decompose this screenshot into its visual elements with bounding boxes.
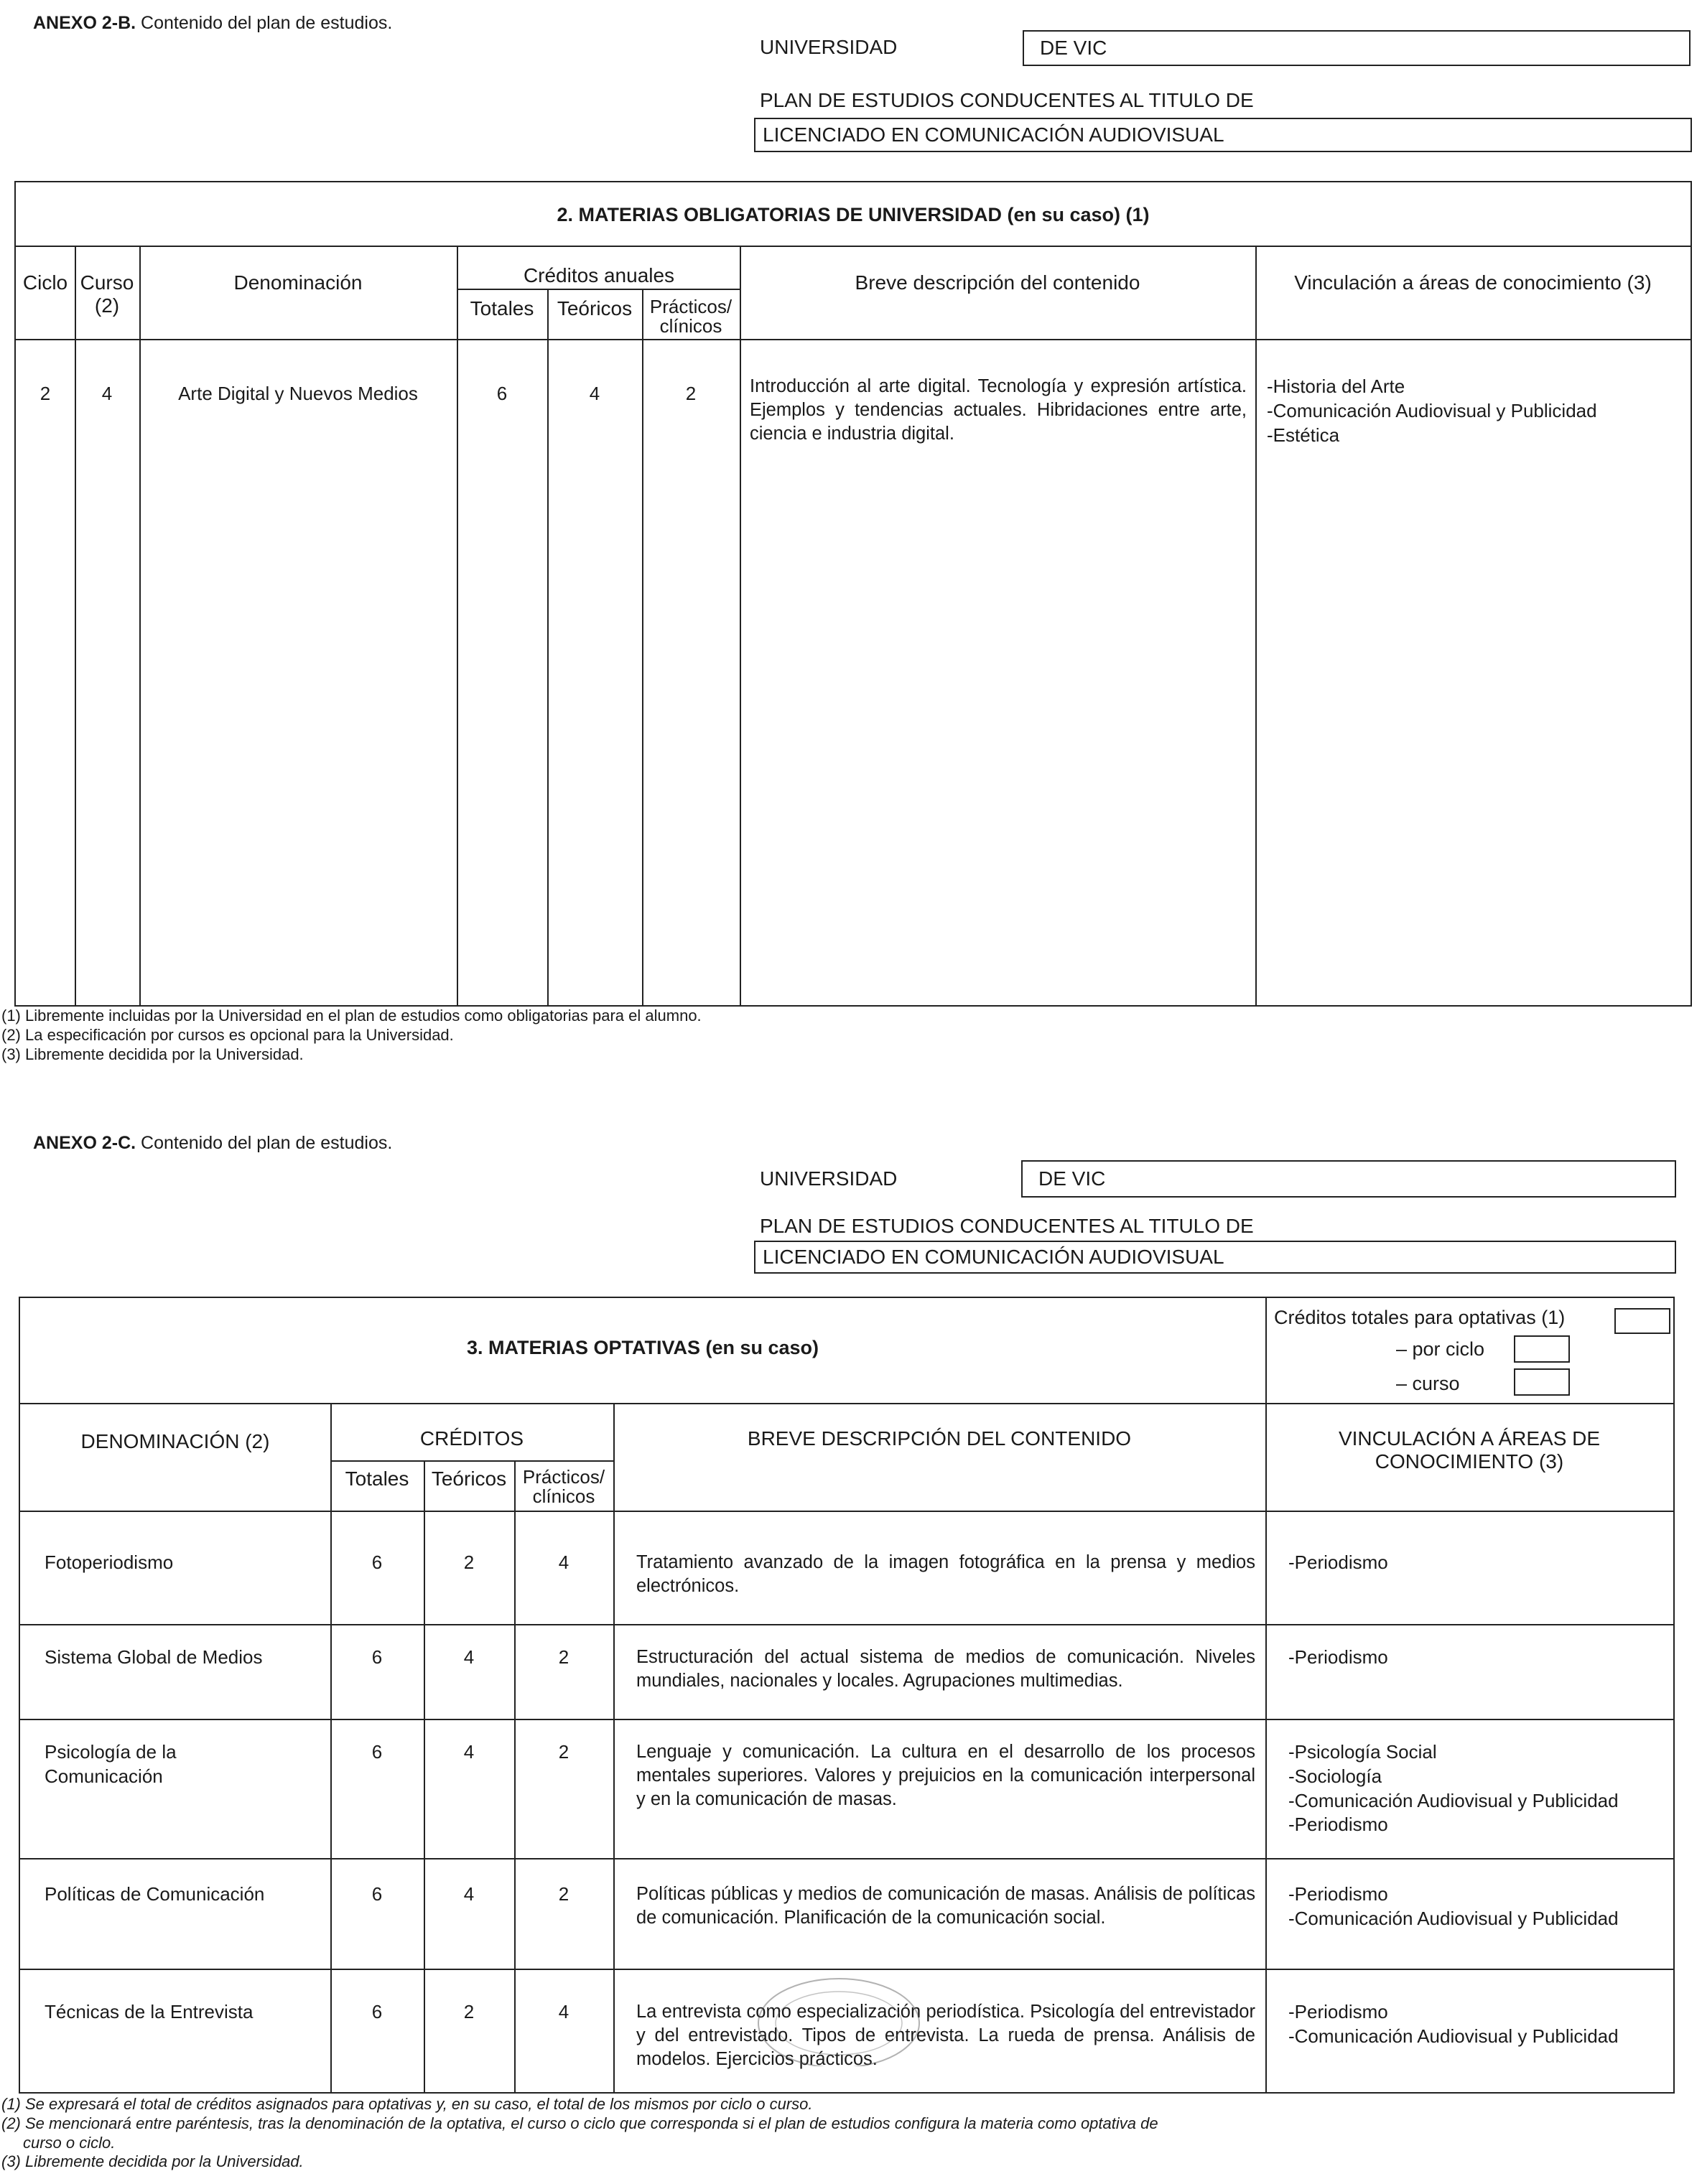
por-ciclo-label: – por ciclo (1396, 1338, 1485, 1360)
row-areas (1288, 1740, 1669, 1837)
table-title-c: 3. MATERIAS OPTATIVAS (en su caso) (466, 1337, 819, 1358)
row-teoricos: 2 (463, 1551, 475, 1573)
footnote: (1) Libremente incluidas por la Universidad en el plan de estudios como obligatorias para el alumno. (1, 1007, 702, 1025)
annex-c-heading (33, 1133, 392, 1154)
header-practicos-c (514, 1467, 613, 1507)
plan-label: PLAN DE ESTUDIOS CONDUCENTES AL TITULO DE (760, 89, 1254, 111)
totals-box (1614, 1308, 1670, 1334)
annex-b-notes (1, 1007, 702, 1064)
row-descripcion: Tratamiento avanzado de la imagen fotográfica en la prensa y medios electrónicos. (636, 1552, 1255, 1597)
row-denominacion: Arte Digital y Nuevos Medios (178, 383, 418, 404)
por-ciclo-box (1514, 1335, 1570, 1363)
row-totales: 6 (371, 2001, 383, 2022)
header-ciclo: Ciclo (22, 271, 68, 294)
header-creditos-c: CRÉDITOS (419, 1427, 524, 1450)
row-teoricos: 4 (463, 1646, 475, 1668)
header-practicos-text: Prácticos/ clínicos (649, 296, 733, 337)
header-curso-text: Curso (2) (80, 271, 134, 317)
area-item: -Psicología Social (1288, 1741, 1437, 1763)
row-areas (1288, 1551, 1669, 1575)
header-descripcion: Breve descripción del contenido (855, 271, 1140, 294)
row-teoricos: 4 (463, 1741, 475, 1763)
header-totales: Totales (470, 297, 534, 319)
row-totales: 6 (371, 1883, 383, 1905)
table-title: 2. MATERIAS OBLIGATORIAS DE UNIVERSIDAD (en su caso) (1) (557, 204, 1150, 225)
row-totales: 6 (371, 1741, 383, 1763)
header-creditos-anuales: Créditos anuales (523, 264, 675, 286)
area-item: -Comunicación Audiovisual y Publicidad (1288, 1789, 1619, 1811)
area-item: -Periodismo (1288, 1883, 1388, 1905)
footnote: (2) Se mencionará entre paréntesis, tras la denominación de la optativa, el curso o ciclo que corresponda si el plan de estudios configura la materia como optativa de (1, 2114, 1158, 2132)
area-item: -Historia del Arte (1267, 375, 1405, 397)
row-descripcion: La entrevista como especialización periodística. Psicología del entrevistador y del entrevistado. Tipos de entrevista. La rueda de prensa. Análisis de modelos. Ejercicios prácticos. (636, 2002, 1255, 2070)
header-practicos-c-text: Prácticos/ clínicos (522, 1466, 605, 1508)
row-practicos: 2 (685, 383, 697, 404)
plan-value-box: LICENCIADO EN COMUNICACIÓN AUDIOVISUAL (754, 118, 1692, 152)
row-denominacion-text: Psicología de la Comunicación (45, 1741, 177, 1787)
header-totales-c: Totales (345, 1467, 409, 1490)
annex-b-heading (33, 13, 392, 34)
row-descripcion: Introducción al arte digital. Tecnología y expresión artística. Ejemplos y tendencias actuales. Hibridaciones entre arte, ciencia e industria digital. (750, 376, 1247, 444)
row-ciclo: 2 (39, 383, 51, 404)
header-descripcion-c: BREVE DESCRIPCIÓN DEL CONTENIDO (747, 1427, 1132, 1450)
universidad-value-box-c: DE VIC (1021, 1160, 1676, 1198)
row-areas (1267, 375, 1688, 447)
curso-label: – curso (1396, 1373, 1460, 1394)
row-totales: 6 (371, 1551, 383, 1573)
footnote: curso o ciclo. (23, 2133, 116, 2152)
universidad-value-box: DE VIC (1023, 30, 1691, 66)
row-curso: 4 (101, 383, 113, 404)
annex-b-heading-label: ANEXO 2-B. (33, 13, 136, 33)
row-practicos: 2 (558, 1883, 569, 1905)
footnote: (3) Libremente decidida por la Universidad. (1, 2152, 304, 2171)
row-totales: 6 (371, 1646, 383, 1668)
area-item: -Estética (1267, 424, 1340, 446)
footnote: (3) Libremente decidida por la Universidad. (1, 1045, 304, 1063)
header-practicos (642, 297, 740, 337)
row-descripcion: Estructuración del actual sistema de medios de comunicación. Niveles mundiales, nacionales y locales. Agrupaciones multimedias. (636, 1647, 1255, 1691)
footnote: (1) Se expresará el total de créditos asignados para optativas y, en su caso, el total de los mismos por ciclo o curso. (1, 2095, 813, 2113)
row-totales: 6 (496, 383, 508, 404)
header-curso (75, 271, 139, 317)
row-denominacion: Fotoperiodismo (45, 1551, 174, 1573)
row-practicos: 2 (558, 1741, 569, 1763)
row-descripcion: Políticas públicas y medios de comunicación de masas. Análisis de políticas de comunicación. Planificación de la comunicación social. (636, 1884, 1255, 1928)
header-teoricos-c: Teóricos (431, 1467, 507, 1490)
plan-label-c: PLAN DE ESTUDIOS CONDUCENTES AL TITULO DE (760, 1215, 1254, 1237)
row-areas (1288, 1646, 1669, 1670)
row-descripcion: Lenguaje y comunicación. La cultura en el desarrollo de los procesos mentales superiores. Valores y prejuicios en la comunicación interpersonal y en la comunicación de masas. (636, 1742, 1255, 1810)
area-item: -Periodismo (1288, 2001, 1388, 2022)
annex-c-notes (1, 2095, 1158, 2172)
row-practicos: 4 (558, 2001, 569, 2022)
annex-c-heading-label: ANEXO 2-C. (33, 1133, 136, 1153)
row-denominacion: Técnicas de la Entrevista (45, 2001, 254, 2022)
area-item: -Sociología (1288, 1765, 1382, 1787)
universidad-label-c: UNIVERSIDAD (760, 1167, 898, 1190)
row-areas (1288, 2000, 1669, 2049)
area-item: -Comunicación Audiovisual y Publicidad (1288, 2025, 1619, 2047)
footnote: (2) La especificación por cursos es opcional para la Universidad. (1, 1025, 454, 1044)
area-item: -Periodismo (1288, 1814, 1388, 1836)
row-denominacion: Políticas de Comunicación (45, 1883, 265, 1905)
universidad-label: UNIVERSIDAD (760, 36, 898, 58)
header-denominacion-c: DENOMINACIÓN (2) (80, 1430, 270, 1452)
annex-c-heading-text: Contenido del plan de estudios. (136, 1133, 393, 1153)
totals-label: Créditos totales para optativas (1) (1274, 1307, 1566, 1328)
area-item: -Comunicación Audiovisual y Publicidad (1288, 1907, 1619, 1929)
area-item: -Periodismo (1288, 1646, 1388, 1668)
curso-box (1514, 1368, 1570, 1396)
row-denominacion: Sistema Global de Medios (45, 1646, 263, 1668)
header-denominacion: Denominación (233, 271, 363, 294)
header-vinculacion: Vinculación a áreas de conocimiento (3) (1294, 271, 1652, 294)
plan-value-box-c: LICENCIADO EN COMUNICACIÓN AUDIOVISUAL (754, 1241, 1676, 1274)
header-vinculacion-c-text: VINCULACIÓN A ÁREAS DE CONOCIMIENTO (3) (1338, 1427, 1601, 1473)
row-teoricos: 2 (463, 2001, 475, 2022)
annex-b-heading-text: Contenido del plan de estudios. (136, 13, 393, 33)
row-teoricos: 4 (589, 383, 600, 404)
row-practicos: 4 (558, 1551, 569, 1573)
row-areas (1288, 1882, 1669, 1931)
header-teoricos: Teóricos (557, 297, 633, 319)
row-denominacion (45, 1740, 177, 1789)
header-vinculacion-c (1265, 1427, 1673, 1473)
row-practicos: 2 (558, 1646, 569, 1668)
table-materias-obligatorias (14, 181, 1692, 1007)
row-teoricos: 4 (463, 1883, 475, 1905)
area-item: -Periodismo (1288, 1551, 1388, 1573)
table-materias-optativas (19, 1297, 1675, 2094)
area-item: -Comunicación Audiovisual y Publicidad (1267, 399, 1597, 421)
